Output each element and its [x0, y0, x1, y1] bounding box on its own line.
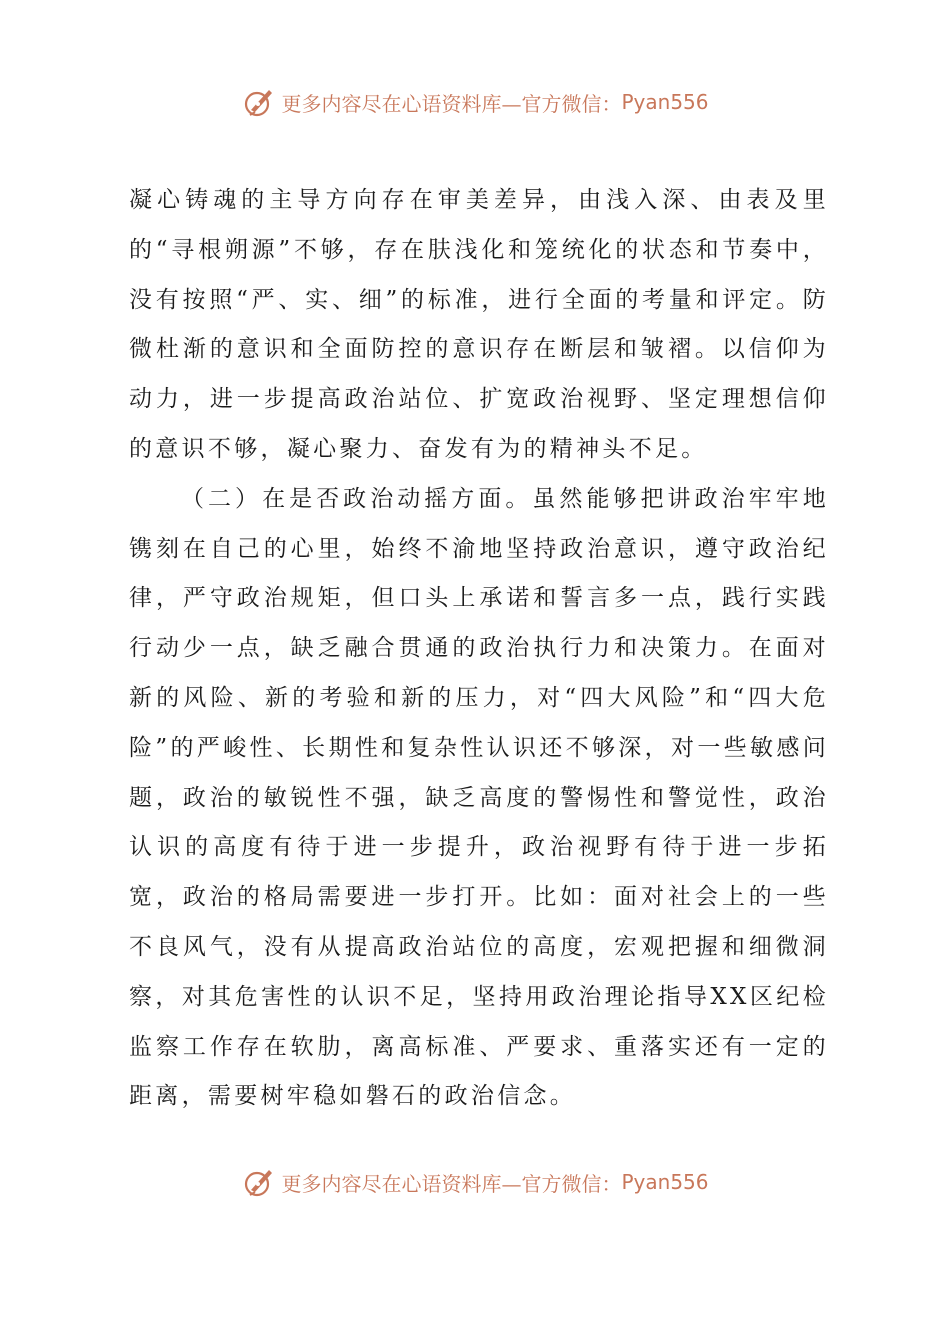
document-body: [129, 176, 829, 1122]
header-watermark: [0, 82, 950, 122]
watermark-text: 更多内容尽在心语资料库—官方微信：: [281, 91, 622, 116]
footer-watermark: [0, 1162, 950, 1202]
paragraph-2: （二）在是否政治动摇方面。虽然能够把讲政治牢牢地镌刻在自己的心里，始终不渝地坚持政治意识，遵守政治纪律，严守政治规矩，但口头上承诺和誓言多一点，践行实践行动少一点，缺乏融合贯通的政治执行力和决策力。在面对新的风险、新的考验和新的压力，对“四大风险”和“四大危险”的严峻性、长期性和复杂性认识还不够深，对一些敏感问题，政治的敏锐性不强，缺乏高度的警惕性和警觉性，政治认识的高度有待于进一步提升，政治视野有待于进一步拓宽，政治的格局需要进一步打开。比如：面对社会上的一些不良风气，没有从提高政治站位的高度，宏观把握和细微洞察，对其危害性的认识不足，坚持用政治理论指导XX区纪检监察工作存在软肋，离高标准、严要求、重落实还有一定的距离，需要树牢稳如磐石的政治信念。: [129, 485, 829, 1110]
paragraph-1: 凝心铸魂的主导方向存在审美差异，由浅入深、由表及里的“寻根朔源”不够，存在肤浅化和笼统化的状态和节奏中，没有按照“严、实、细”的标准，进行全面的考量和评定。防微杜渐的意识和全面防控的意识存在断层和皱褶。以信仰为动力，进一步提高政治站位、扩宽政治视野、坚定理想信仰的意识不够，凝心聚力、奋发有为的精神头不足。: [129, 187, 829, 462]
watermark-text: 更多内容尽在心语资料库—官方微信：: [281, 1171, 622, 1196]
watermark-wechat-id: Pyan556: [621, 90, 709, 114]
watermark-wechat-id: Pyan556: [621, 1170, 709, 1194]
quill-pen-icon: [241, 84, 277, 120]
quill-pen-icon: [241, 1164, 277, 1200]
